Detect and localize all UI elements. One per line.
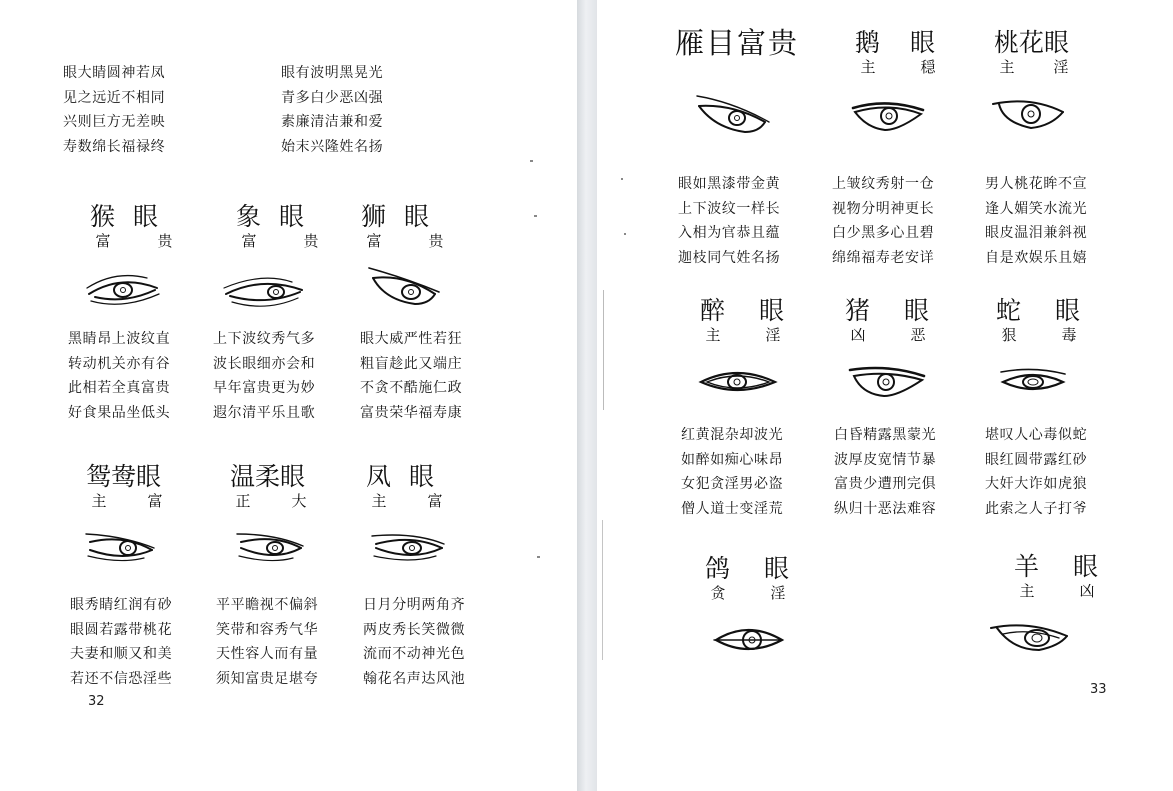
page-number: 32 (88, 694, 105, 709)
eye-title-sheep (1014, 552, 1132, 600)
verse-line: 此相若全真富贵 (68, 380, 171, 396)
verse-snake (985, 423, 1087, 521)
verse-line: 如醉如痴心味昂 (681, 451, 784, 468)
intro-verse-left (63, 61, 165, 159)
verse-line: 眼大威严性若狂 (360, 331, 463, 347)
elephant-eye-icon (222, 274, 308, 308)
verse-line: 红黄混杂却波光 (681, 427, 784, 443)
verse-line: 若还不信恐淫些 (70, 670, 173, 687)
verse-pig (834, 423, 936, 521)
mandarin-duck-eye-icon (84, 528, 158, 564)
verse-peach-blossom (985, 172, 1087, 270)
snake-eye-icon (997, 366, 1069, 400)
eye-name: 鸳鸯眼 (86, 462, 162, 491)
verse-monkey (68, 327, 170, 425)
page-left (0, 0, 577, 791)
verse-line: 寿数绵长福禄终 (63, 138, 166, 155)
eye-name: 桃花眼 (994, 28, 1070, 57)
scan-speck (621, 178, 623, 180)
eye-attributes: 贪 淫 (710, 584, 786, 602)
eye-name: 羊眼 (1014, 552, 1133, 581)
eye-name: 醉眼 (700, 296, 819, 325)
verse-line: 好食果品坐低头 (68, 404, 171, 421)
verse-line: 流而不动神光色 (363, 646, 466, 662)
verse-line: 眼红圆带露红砂 (985, 451, 1088, 468)
verse-lion (360, 327, 462, 425)
page-number: 33 (1090, 682, 1107, 697)
scan-speck (534, 215, 537, 217)
eye-name: 雁目富贵 (675, 26, 800, 60)
verse-line: 平平瞻视不偏斜 (216, 597, 319, 613)
verse-line: 早年富贵更为妙 (213, 380, 316, 396)
verse-line: 天性容人而有量 (216, 646, 319, 662)
verse-line: 粗盲趁此又端庄 (360, 355, 463, 372)
verse-line: 两皮秀长笑微微 (363, 621, 466, 638)
verse-line: 逢人媚笑水流光 (985, 200, 1088, 217)
verse-line: 见之远近不相同 (63, 89, 166, 106)
eye-title-snake (996, 296, 1114, 344)
gentle-eye-icon (235, 528, 307, 564)
sheep-eye-icon (989, 618, 1071, 656)
verse-line: 翰花名声达风池 (363, 670, 466, 687)
scan-edge-line (603, 290, 604, 410)
eye-name: 蛇眼 (996, 296, 1115, 325)
eye-title-pig (845, 296, 963, 344)
eye-name: 猪眼 (845, 296, 964, 325)
eye-name: 猴眼 (90, 202, 177, 231)
eye-attributes: 富 贵 (366, 232, 444, 250)
verse-line: 入相为官恭且蕴 (678, 225, 781, 241)
verse-phoenix (363, 593, 465, 691)
eye-title-goose-white (855, 28, 965, 76)
verse-elephant (213, 327, 315, 425)
page-right (597, 0, 1173, 791)
verse-line: 视物分明神更长 (832, 200, 935, 217)
verse-line: 上下波纹一样长 (678, 200, 781, 217)
eye-attributes: 主 淫 (999, 58, 1069, 76)
verse-line: 白少黑多心且碧 (832, 225, 935, 241)
peach-blossom-eye-icon (991, 98, 1065, 132)
verse-line: 此索之人子打爷 (985, 500, 1088, 517)
eye-attributes: 主 凶 (1019, 582, 1095, 600)
scan-speck (537, 556, 540, 558)
verse-line: 素廉清洁兼和爱 (281, 114, 384, 130)
verse-line: 上皱纹秀射一仓 (832, 176, 935, 192)
eye-title-goose (675, 26, 799, 60)
pigeon-eye-icon (712, 622, 786, 658)
verse-line: 纵归十恶法难容 (834, 500, 937, 517)
eye-title-drunk (700, 296, 818, 344)
verse-line: 大奸大诈如虎狼 (985, 476, 1088, 492)
eye-attributes: 正 大 (235, 492, 307, 510)
verse-line: 眼如黑漆带金黄 (678, 176, 781, 192)
verse-gentle (216, 593, 318, 691)
eye-name: 温柔眼 (230, 462, 306, 491)
eye-attributes: 主 富 (371, 492, 443, 510)
eye-title-lion (361, 202, 449, 250)
eye-attributes: 狠 毒 (1001, 326, 1077, 344)
verse-line: 笑带和容秀气华 (216, 621, 319, 638)
eye-title-monkey (90, 202, 178, 250)
pig-eye-icon (848, 364, 928, 400)
verse-mandarin-duck (70, 593, 172, 691)
verse-line: 须知富贵足堪夸 (216, 670, 319, 687)
verse-line: 黑睛昂上波纹直 (68, 331, 171, 347)
eye-attributes: 富 贵 (95, 232, 173, 250)
verse-drunk (681, 423, 783, 521)
verse-line: 富贵少遭刑完俱 (834, 476, 937, 492)
eye-name: 鸽眼 (705, 554, 824, 583)
book-gutter (577, 0, 597, 791)
eye-attributes: 主 富 (91, 492, 163, 510)
goose-eye-icon (693, 92, 775, 136)
verse-line: 波厚皮宽情节暴 (834, 451, 937, 468)
verse-line: 女犯贪淫男必盗 (681, 476, 784, 492)
eye-title-pigeon (705, 554, 823, 602)
verse-line: 男人桃花眸不宣 (985, 176, 1088, 192)
verse-line: 遐尔清平乐且歌 (213, 404, 316, 421)
lion-eye-icon (365, 264, 443, 308)
eye-attributes: 主 淫 (705, 326, 781, 344)
verse-line: 夫妻和顺又和美 (70, 646, 173, 662)
verse-line: 青多白少恶凶强 (281, 89, 384, 106)
verse-goose-white (832, 172, 934, 270)
eye-attributes: 富 贵 (241, 232, 319, 250)
goose-white-eye-icon (849, 100, 927, 134)
phoenix-eye-icon (370, 528, 448, 564)
eye-title-mandarin-duck (86, 462, 168, 510)
drunk-eye-icon (697, 366, 779, 400)
verse-line: 僧人道士变淫荒 (681, 500, 784, 517)
verse-line: 富贵荣华福寿康 (360, 404, 463, 421)
verse-line: 波长眼细亦会和 (213, 355, 316, 372)
scan-edge-line (602, 520, 603, 660)
monkey-eye-icon (85, 270, 165, 310)
verse-goose (678, 172, 780, 270)
intro-verse-right (281, 61, 383, 159)
eye-attributes: 凶 恶 (850, 326, 926, 344)
eye-title-peach-blossom (994, 28, 1074, 76)
verse-line: 眼秀睛红润有砂 (70, 597, 173, 613)
eye-name: 凤眼 (366, 462, 453, 491)
eye-name: 狮眼 (361, 202, 448, 231)
verse-line: 自是欢娱乐且嬉 (985, 249, 1088, 266)
verse-line: 始末兴隆姓名扬 (281, 138, 384, 155)
eye-title-gentle (230, 462, 312, 510)
verse-line: 转动机关亦有谷 (68, 355, 171, 372)
verse-line: 堪叹人心毒似蛇 (985, 427, 1088, 443)
verse-line: 上下波纹秀气多 (213, 331, 316, 347)
verse-line: 眼皮温泪兼斜视 (985, 225, 1088, 241)
verse-line: 不贪不酷施仁政 (360, 380, 463, 396)
verse-line: 白昏精露黑蒙光 (834, 427, 937, 443)
eye-title-elephant (236, 202, 324, 250)
verse-line: 眼圆若露带桃花 (70, 621, 173, 638)
verse-line: 兴则巨方无差映 (63, 114, 166, 130)
verse-line: 绵绵福寿老安详 (832, 249, 935, 266)
verse-line: 迦枝同气姓名扬 (678, 249, 781, 266)
eye-name: 鹅眼 (855, 28, 966, 57)
scan-speck (530, 160, 533, 162)
verse-line: 日月分明两角齐 (363, 597, 466, 613)
eye-attributes: 主 穏 (860, 58, 936, 76)
scan-speck (624, 233, 626, 235)
verse-line: 眼大睛圆神若凤 (63, 65, 166, 81)
eye-name: 象眼 (236, 202, 323, 231)
verse-line: 眼有波明黑晃光 (281, 65, 384, 81)
eye-title-phoenix (366, 462, 452, 510)
